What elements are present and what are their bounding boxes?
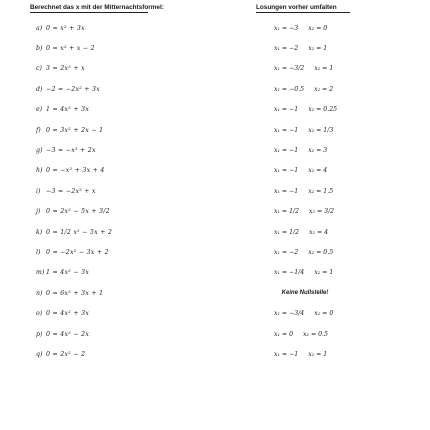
equation: 0 = 1/2 x² − 5x + 2 [46, 228, 113, 236]
no-root-note: Keine Nullstelle! [281, 290, 329, 297]
equation-row [36, 38, 216, 58]
equation: 0 = 2x² − 5x + 3/2 [46, 208, 110, 216]
solution-x2: x₂ = 0.5 [303, 330, 328, 338]
solution-x1: x₁ = −1 [274, 106, 299, 114]
solution-x1: x₁ = −2 [274, 45, 299, 53]
solution-row [262, 303, 382, 323]
equation-row [36, 242, 216, 262]
problem-label: i) [36, 187, 41, 195]
equation-row [36, 181, 216, 201]
equation-row [36, 263, 216, 283]
equation-row [36, 202, 216, 222]
solution-x1: x₁ = −1 [274, 147, 299, 155]
solution-x2: x₂ = 0 [314, 310, 334, 318]
equation-row [36, 18, 216, 38]
solution-x1: x₁ = −0.5 [274, 85, 305, 93]
equation-row [36, 324, 216, 344]
solution-x2: x₂ = 3/2 [309, 208, 335, 216]
problem-label: a) [36, 24, 43, 32]
problem-label: j) [36, 208, 41, 216]
equation-row [36, 120, 216, 140]
problem-label: q) [36, 350, 43, 358]
solution-x1: x₁ = −1 [274, 187, 299, 195]
solution-row [262, 59, 382, 79]
solution-x2: x₂ = 3 [308, 147, 328, 155]
equation-row [36, 79, 216, 99]
solution-x1: x₁ = −1 [274, 350, 299, 358]
solution-row [262, 181, 382, 201]
solution-x2: x₂ = 1 [308, 350, 328, 358]
solution-row [262, 100, 382, 120]
solution-x2: x₂ = 4 [309, 228, 329, 236]
solution-x2: x₂ = 1.5 [308, 187, 334, 195]
equation: 0 = 4x² + 3x [46, 310, 90, 318]
exercise-heading: Berechnet das x mit der Mitternachtsformel: [30, 4, 164, 11]
solution-x1: x₁ = −2 [274, 248, 299, 256]
solution-row [262, 38, 382, 58]
equation: 0 = x² + x − 2 [46, 45, 95, 53]
solution-row [262, 222, 382, 242]
solution-list [262, 18, 382, 365]
equation-list [36, 18, 216, 365]
equation-row [36, 303, 216, 323]
equation-row [36, 344, 216, 364]
problem-label: f) [36, 126, 41, 134]
equation-row [36, 283, 216, 303]
equation: −3 = −2x² + x [46, 187, 96, 195]
solution-row [262, 18, 382, 38]
problem-label: l) [36, 248, 41, 256]
equation-row [36, 140, 216, 160]
equation: −2 = −2x² + 3x [46, 85, 101, 93]
solution-row [262, 161, 382, 181]
solution-x2: x₂ = 4 [308, 167, 328, 175]
solution-x1: x₁ = −3/2 [274, 65, 305, 73]
problem-label: p) [36, 330, 43, 338]
problem-label: n) [36, 289, 43, 297]
solution-row [262, 263, 382, 283]
problem-label: e) [36, 106, 43, 114]
solution-x1: x₁ = −1 [274, 167, 299, 175]
solution-x2: x₂ = 0 [308, 24, 328, 32]
solution-row [262, 79, 382, 99]
solution-x1: x₁ = 1/2 [274, 208, 300, 216]
equation: 3 = 2x² + x [46, 65, 85, 73]
solution-x2: x₂ = 1/3 [308, 126, 334, 134]
equation: 0 = 2x² − 2 [46, 350, 86, 358]
solution-x2: x₂ = 2 [314, 85, 334, 93]
equation: 0 = 3x² + 2x − 1 [46, 126, 104, 134]
problem-label: b) [36, 45, 43, 53]
equation: 0 = x² + 3x [46, 24, 85, 32]
solution-row [262, 202, 382, 222]
problem-label: o) [36, 310, 43, 318]
solution-row [262, 324, 382, 344]
equation-row [36, 161, 216, 181]
equation: 0 = 4x² − 2x [46, 330, 90, 338]
solution-row [262, 283, 382, 303]
equation: 0 = −2x² − 3x + 2 [46, 248, 109, 256]
solutions-heading: Losungen vorher umfalten [256, 4, 350, 13]
solution-x2: x₂ = 1 [314, 65, 334, 73]
solution-row [262, 242, 382, 262]
equation-row [36, 222, 216, 242]
solution-x1: x₁ = 0 [274, 330, 294, 338]
problem-label: c) [36, 65, 42, 73]
equation: 0 = −x² + 3x + 4 [46, 167, 105, 175]
solution-x1: x₁ = −3 [274, 24, 299, 32]
solution-x2: x₂ = 1 [308, 45, 328, 53]
problem-label: m) [36, 269, 45, 277]
equation-row [36, 59, 216, 79]
problem-label: g) [36, 147, 43, 155]
equation: 1 = 4x² + 3x [46, 106, 90, 114]
solution-x1: x₁ = −3/4 [274, 310, 305, 318]
equation: 0 = 6x² + 3x + 1 [46, 289, 104, 297]
solution-x1: x₁ = −1/4 [274, 269, 305, 277]
equation-row [36, 100, 216, 120]
solution-x2: x₂ = 1 [314, 269, 334, 277]
problem-label: d) [36, 85, 43, 93]
solution-row [262, 140, 382, 160]
problem-label: h) [36, 167, 43, 175]
solution-x1: x₁ = 1/2 [274, 228, 300, 236]
problem-label: k) [36, 228, 43, 236]
solution-x2: x₂ = 0.25 [308, 106, 338, 114]
solution-row [262, 344, 382, 364]
solution-x1: x₁ = −1 [274, 126, 299, 134]
equation: 1 = 4x² − 3x [46, 269, 90, 277]
solution-x2: x₂ = 0.5 [308, 248, 334, 256]
equation: −3 = −x² + 2x [46, 147, 96, 155]
solution-row [262, 120, 382, 140]
